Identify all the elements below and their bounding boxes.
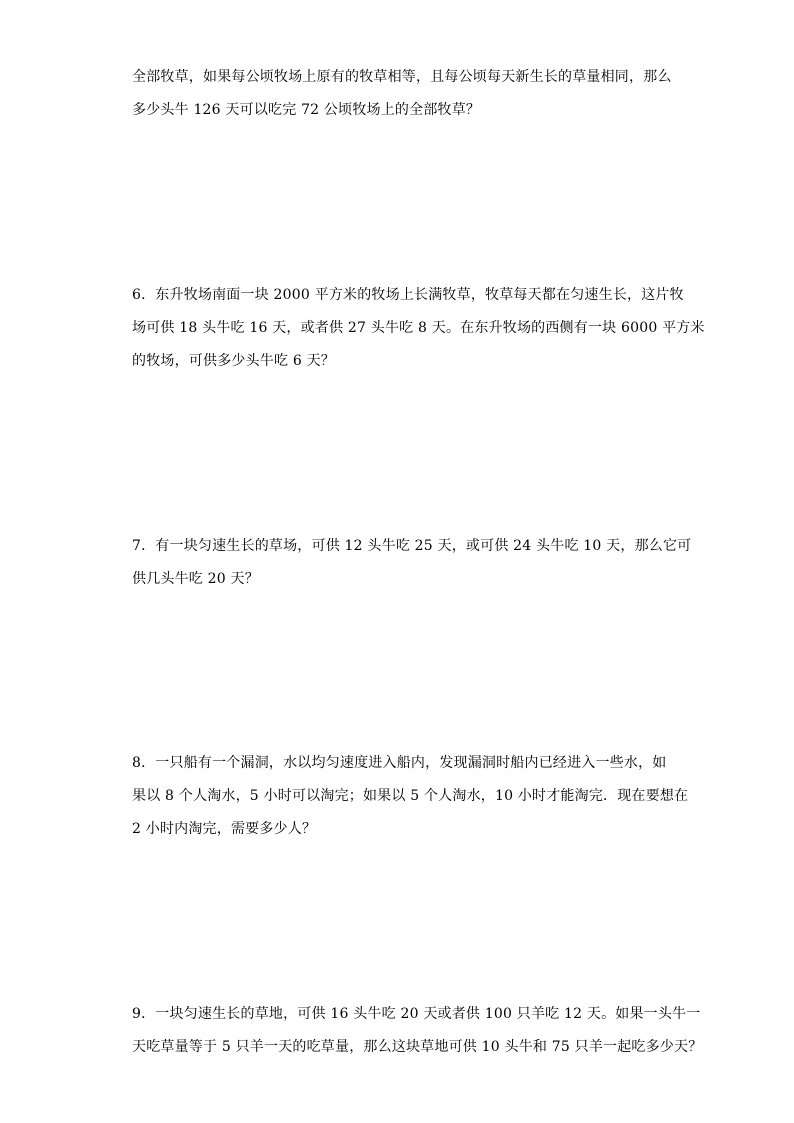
problem-9-line-1: 9．一块匀速生长的草地，可供 16 头牛吃 20 天或者供 100 只羊吃 12 天。如果一头牛一 — [132, 1006, 701, 1022]
problem-7-line-2: 供几头牛吃 20 天？ — [132, 571, 259, 587]
problem-6-line-3: 的牧场，可供多少头牛吃 6 天？ — [132, 353, 336, 369]
problem-8-line-1: 8．一只船有一个漏洞，水以均匀速度进入船内，发现漏洞时船内已经进入一些水，如 — [132, 755, 667, 771]
problem-6-line-1: 6．东升牧场南面一块 2000 平方米的牧场上长满牧草，牧草每天都在匀速生长，这片牧 — [132, 287, 684, 303]
problem-5-continued-line-2: 多少头牛 126 天可以吃完 72 公顷牧场上的全部牧草？ — [132, 102, 481, 118]
problem-8-line-2: 果以 8 个人淘水，5 小时可以淘完；如果以 5 个人淘水，10 小时才能淘完．现在要想在 — [132, 788, 689, 804]
problem-9-line-2: 天吃草量等于 5 只羊一天的吃草量，那么这块草地可供 10 头牛和 75 只羊一起吃多少天？ — [132, 1039, 703, 1055]
problem-5-continued-line-1: 全部牧草，如果每公顷牧场上原有的牧草相等，且每公顷每天新生长的草量相同，那么 — [132, 69, 672, 85]
problem-6-line-2: 场可供 18 头牛吃 16 天，或者供 27 头牛吃 8 天。在东升牧场的西侧有一块 6000 平方米 — [132, 320, 705, 336]
problem-8-line-3: 2 小时内淘完，需要多少人？ — [132, 821, 317, 837]
problem-7-line-1: 7．有一块匀速生长的草场，可供 12 头牛吃 25 天，或可供 24 头牛吃 10 天，那么它可 — [132, 538, 692, 554]
